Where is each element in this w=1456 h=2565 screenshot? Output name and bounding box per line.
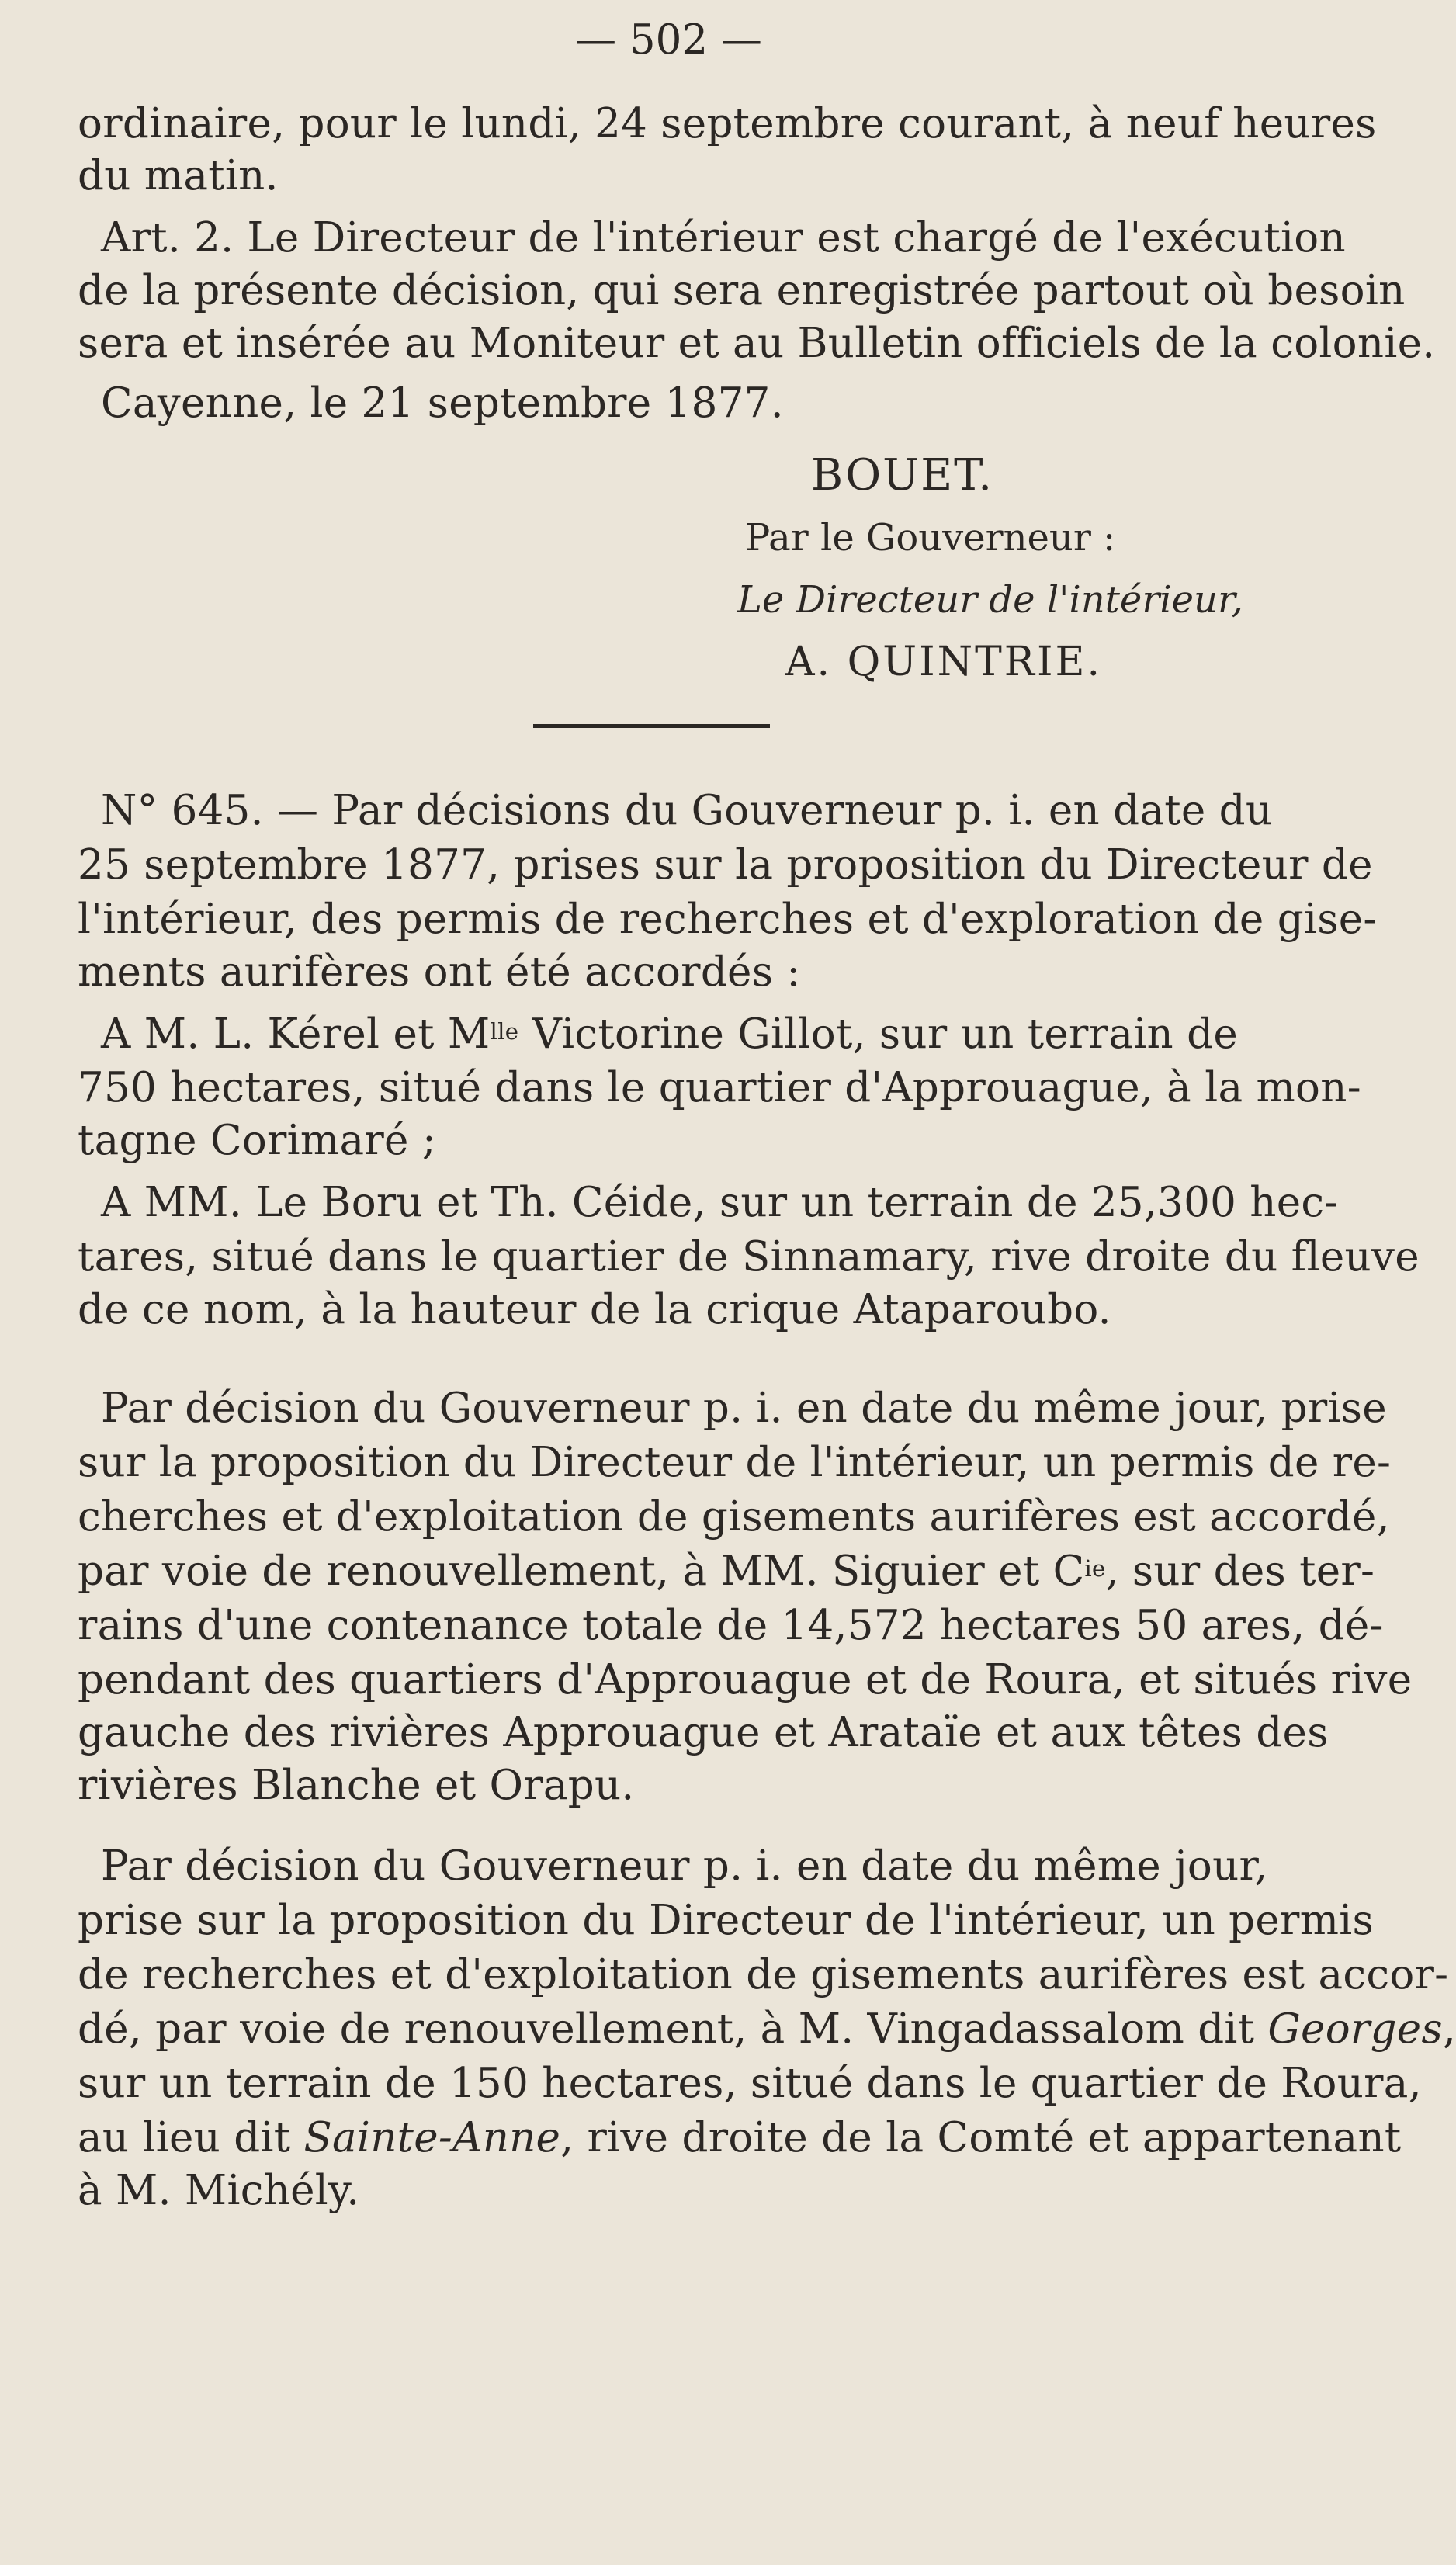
page-number: — 502 — — [575, 16, 762, 64]
text-line: A MM. Le Boru et Th. Céide, sur un terrain de 25,300 hec- — [101, 1179, 1339, 1226]
signature-directeur: Le Directeur de l'intérieur, — [737, 578, 1243, 622]
text-line — [101, 1007, 1238, 1062]
section-divider — [533, 724, 770, 728]
text-line: tares, situé dans le quartier de Sinnamary, rive droite du fleuve — [78, 1233, 1420, 1281]
text-line: pendant des quartiers d'Approuague et de Roura, et situés rive — [78, 1656, 1413, 1704]
text-line: Par décision du Gouverneur p. i. en date du même jour, prise — [101, 1385, 1387, 1432]
text-line: gauche des rivières Approuague et Arataïe et aux têtes des — [78, 1709, 1329, 1756]
text-fragment: dé, par voie de renouvellement, à M. Vingadassalom dit — [78, 2005, 1268, 2053]
text-fragment: par voie de renouvellement, à MM. Siguier et C — [78, 1548, 1085, 1595]
dateline: Cayenne, le 21 septembre 1877. — [101, 380, 784, 427]
superscript: lle — [490, 1018, 519, 1045]
text-fragment: , — [1442, 2005, 1456, 2053]
text-line: sur la proposition du Directeur de l'intérieur, un permis de re- — [78, 1439, 1392, 1486]
text-line — [78, 2002, 1456, 2057]
text-line: 25 septembre 1877, prises sur la proposition du Directeur de — [78, 841, 1373, 889]
text-line: à M. Michély. — [78, 2167, 360, 2214]
text-fragment: Victorine Gillot, sur un terrain de — [518, 1010, 1238, 1058]
text-fragment: A M. L. Kérel et M — [101, 1010, 491, 1058]
text-line: du matin. — [78, 152, 279, 199]
text-line: sur un terrain de 150 hectares, situé dans le quartier de Roura, — [78, 2060, 1422, 2107]
text-line — [78, 1544, 1375, 1599]
text-line: 750 hectares, situé dans le quartier d'Approuague, à la mon- — [78, 1064, 1361, 1111]
text-fragment: , sur des ter- — [1105, 1548, 1375, 1595]
text-line: de la présente décision, qui sera enregistrée partout où besoin — [78, 267, 1406, 314]
text-line: rivières Blanche et Orapu. — [78, 1762, 635, 1809]
text-line: de recherches et d'exploitation de gisements aurifères est accor- — [78, 1951, 1449, 1998]
italic-name: Georges — [1267, 2005, 1443, 2053]
signature-par-le: Par le Gouverneur : — [745, 516, 1116, 560]
text-line: ments aurifères ont été accordés : — [78, 948, 801, 996]
text-line: prise sur la proposition du Directeur de l'intérieur, un permis — [78, 1897, 1374, 1944]
text-line — [78, 2111, 1402, 2165]
text-line: N° 645. — Par décisions du Gouverneur p. i. en date du — [101, 787, 1273, 834]
text-line: rains d'une contenance totale de 14,572 hectares 50 ares, dé- — [78, 1602, 1384, 1649]
superscript: ie — [1084, 1555, 1106, 1582]
signature-quintrie: A. QUINTRIE. — [785, 639, 1102, 685]
text-line: ordinaire, pour le lundi, 24 septembre courant, à neuf heures — [78, 100, 1377, 147]
signature-name: BOUET. — [811, 450, 994, 501]
text-line: cherches et d'exploitation de gisements aurifères est accordé, — [78, 1493, 1390, 1541]
text-line: tagne Corimaré ; — [78, 1117, 436, 1164]
text-line: de ce nom, à la hauteur de la crique Ataparoubo. — [78, 1286, 1111, 1333]
text-fragment: , rive droite de la Comté et appartenant — [560, 2114, 1402, 2161]
text-line: Par décision du Gouverneur p. i. en date du même jour, — [101, 1842, 1268, 1890]
text-line: Art. 2. Le Directeur de l'intérieur est chargé de l'exécution — [101, 214, 1346, 262]
italic-place: Sainte-Anne — [303, 2114, 561, 2161]
text-line: sera et insérée au Moniteur et au Bulletin officiels de la colonie. — [78, 320, 1436, 367]
text-fragment: au lieu dit — [78, 2114, 304, 2161]
text-line: l'intérieur, des permis de recherches et d'exploration de gise- — [78, 896, 1378, 943]
